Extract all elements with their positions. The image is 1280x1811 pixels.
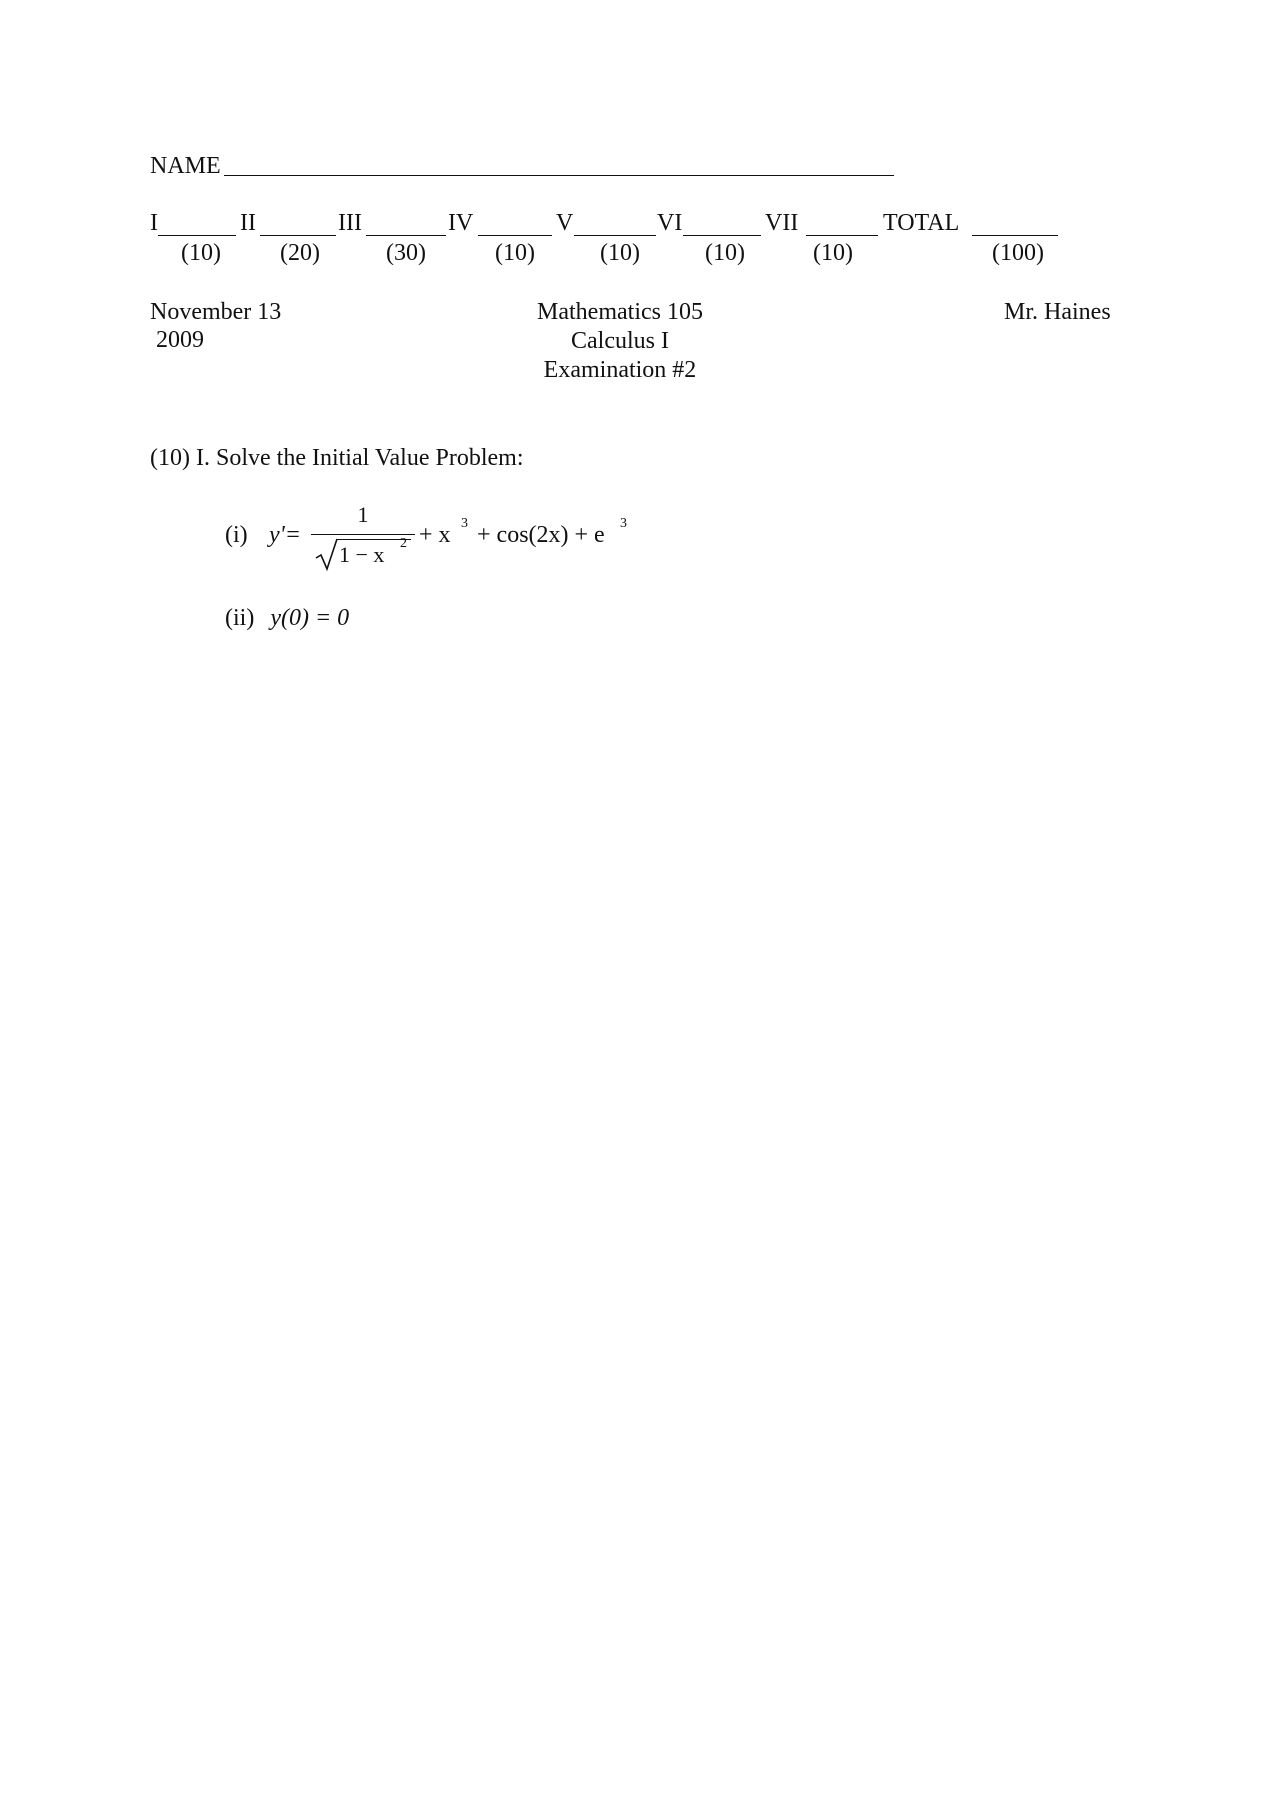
score-blank-total[interactable] bbox=[972, 235, 1058, 236]
section-label-ii: II bbox=[240, 210, 256, 236]
section-label-v: V bbox=[556, 210, 574, 236]
part-i-equation bbox=[225, 502, 625, 572]
denominator-exponent: 2 bbox=[400, 536, 407, 551]
part-ii-condition bbox=[225, 604, 349, 632]
course-info bbox=[500, 298, 740, 384]
section-label-i: I bbox=[150, 210, 158, 236]
section-points-vi: (10) bbox=[705, 240, 745, 266]
part-i-label: (i) bbox=[225, 522, 248, 548]
course-subject: Calculus I bbox=[571, 328, 669, 354]
section-points-i: (10) bbox=[181, 240, 221, 266]
fraction-denominator: 1 − x bbox=[339, 542, 385, 567]
part-ii-label: (ii) bbox=[225, 605, 255, 631]
date-year: 2009 bbox=[156, 327, 204, 353]
score-blank-vii[interactable] bbox=[806, 235, 878, 236]
score-blank-ii[interactable] bbox=[260, 235, 336, 236]
sqrt-icon bbox=[315, 538, 339, 572]
section-label-total: TOTAL bbox=[883, 210, 960, 236]
section-label-vii: VII bbox=[765, 210, 799, 236]
score-blank-iii[interactable] bbox=[366, 235, 446, 236]
name-line[interactable] bbox=[224, 175, 894, 176]
score-blank-iv[interactable] bbox=[478, 235, 552, 236]
exam-date bbox=[150, 298, 281, 354]
fraction-numerator: 1 bbox=[357, 502, 369, 527]
section-label-iv: IV bbox=[448, 210, 474, 236]
name-label bbox=[150, 152, 221, 180]
course-title: Mathematics 105 bbox=[537, 299, 703, 325]
score-blank-vi[interactable] bbox=[683, 235, 761, 236]
exam-title: Examination #2 bbox=[543, 357, 697, 383]
section-points-iv: (10) bbox=[495, 240, 535, 266]
name-label-text: NAME bbox=[150, 153, 221, 179]
fraction bbox=[311, 502, 415, 572]
section-label-vi: VI bbox=[657, 210, 683, 236]
x-exponent: 3 bbox=[461, 516, 468, 531]
section-points-total: (100) bbox=[992, 240, 1044, 266]
part-i-power-term: + x bbox=[419, 522, 451, 548]
section-points-iii: (30) bbox=[386, 240, 426, 266]
section-points-v: (10) bbox=[600, 240, 640, 266]
part-i-lhs: y'= bbox=[269, 522, 301, 548]
section-points-ii: (20) bbox=[280, 240, 320, 266]
section-points-vii: (10) bbox=[813, 240, 853, 266]
score-blank-v[interactable] bbox=[574, 235, 656, 236]
date-month-day: November 13 bbox=[150, 299, 282, 325]
e-exponent: 3 bbox=[620, 516, 627, 531]
part-ii-equation: y(0) = 0 bbox=[270, 605, 350, 631]
part-i-cos-term: + cos(2x) + e bbox=[477, 522, 605, 548]
section-label-iii: III bbox=[338, 210, 362, 236]
score-blank-i[interactable] bbox=[158, 235, 236, 236]
instructor-name: Mr. Haines bbox=[1004, 299, 1111, 325]
fraction-bar bbox=[311, 534, 415, 535]
problem-heading: (10) I. Solve the Initial Value Problem: bbox=[150, 445, 524, 471]
